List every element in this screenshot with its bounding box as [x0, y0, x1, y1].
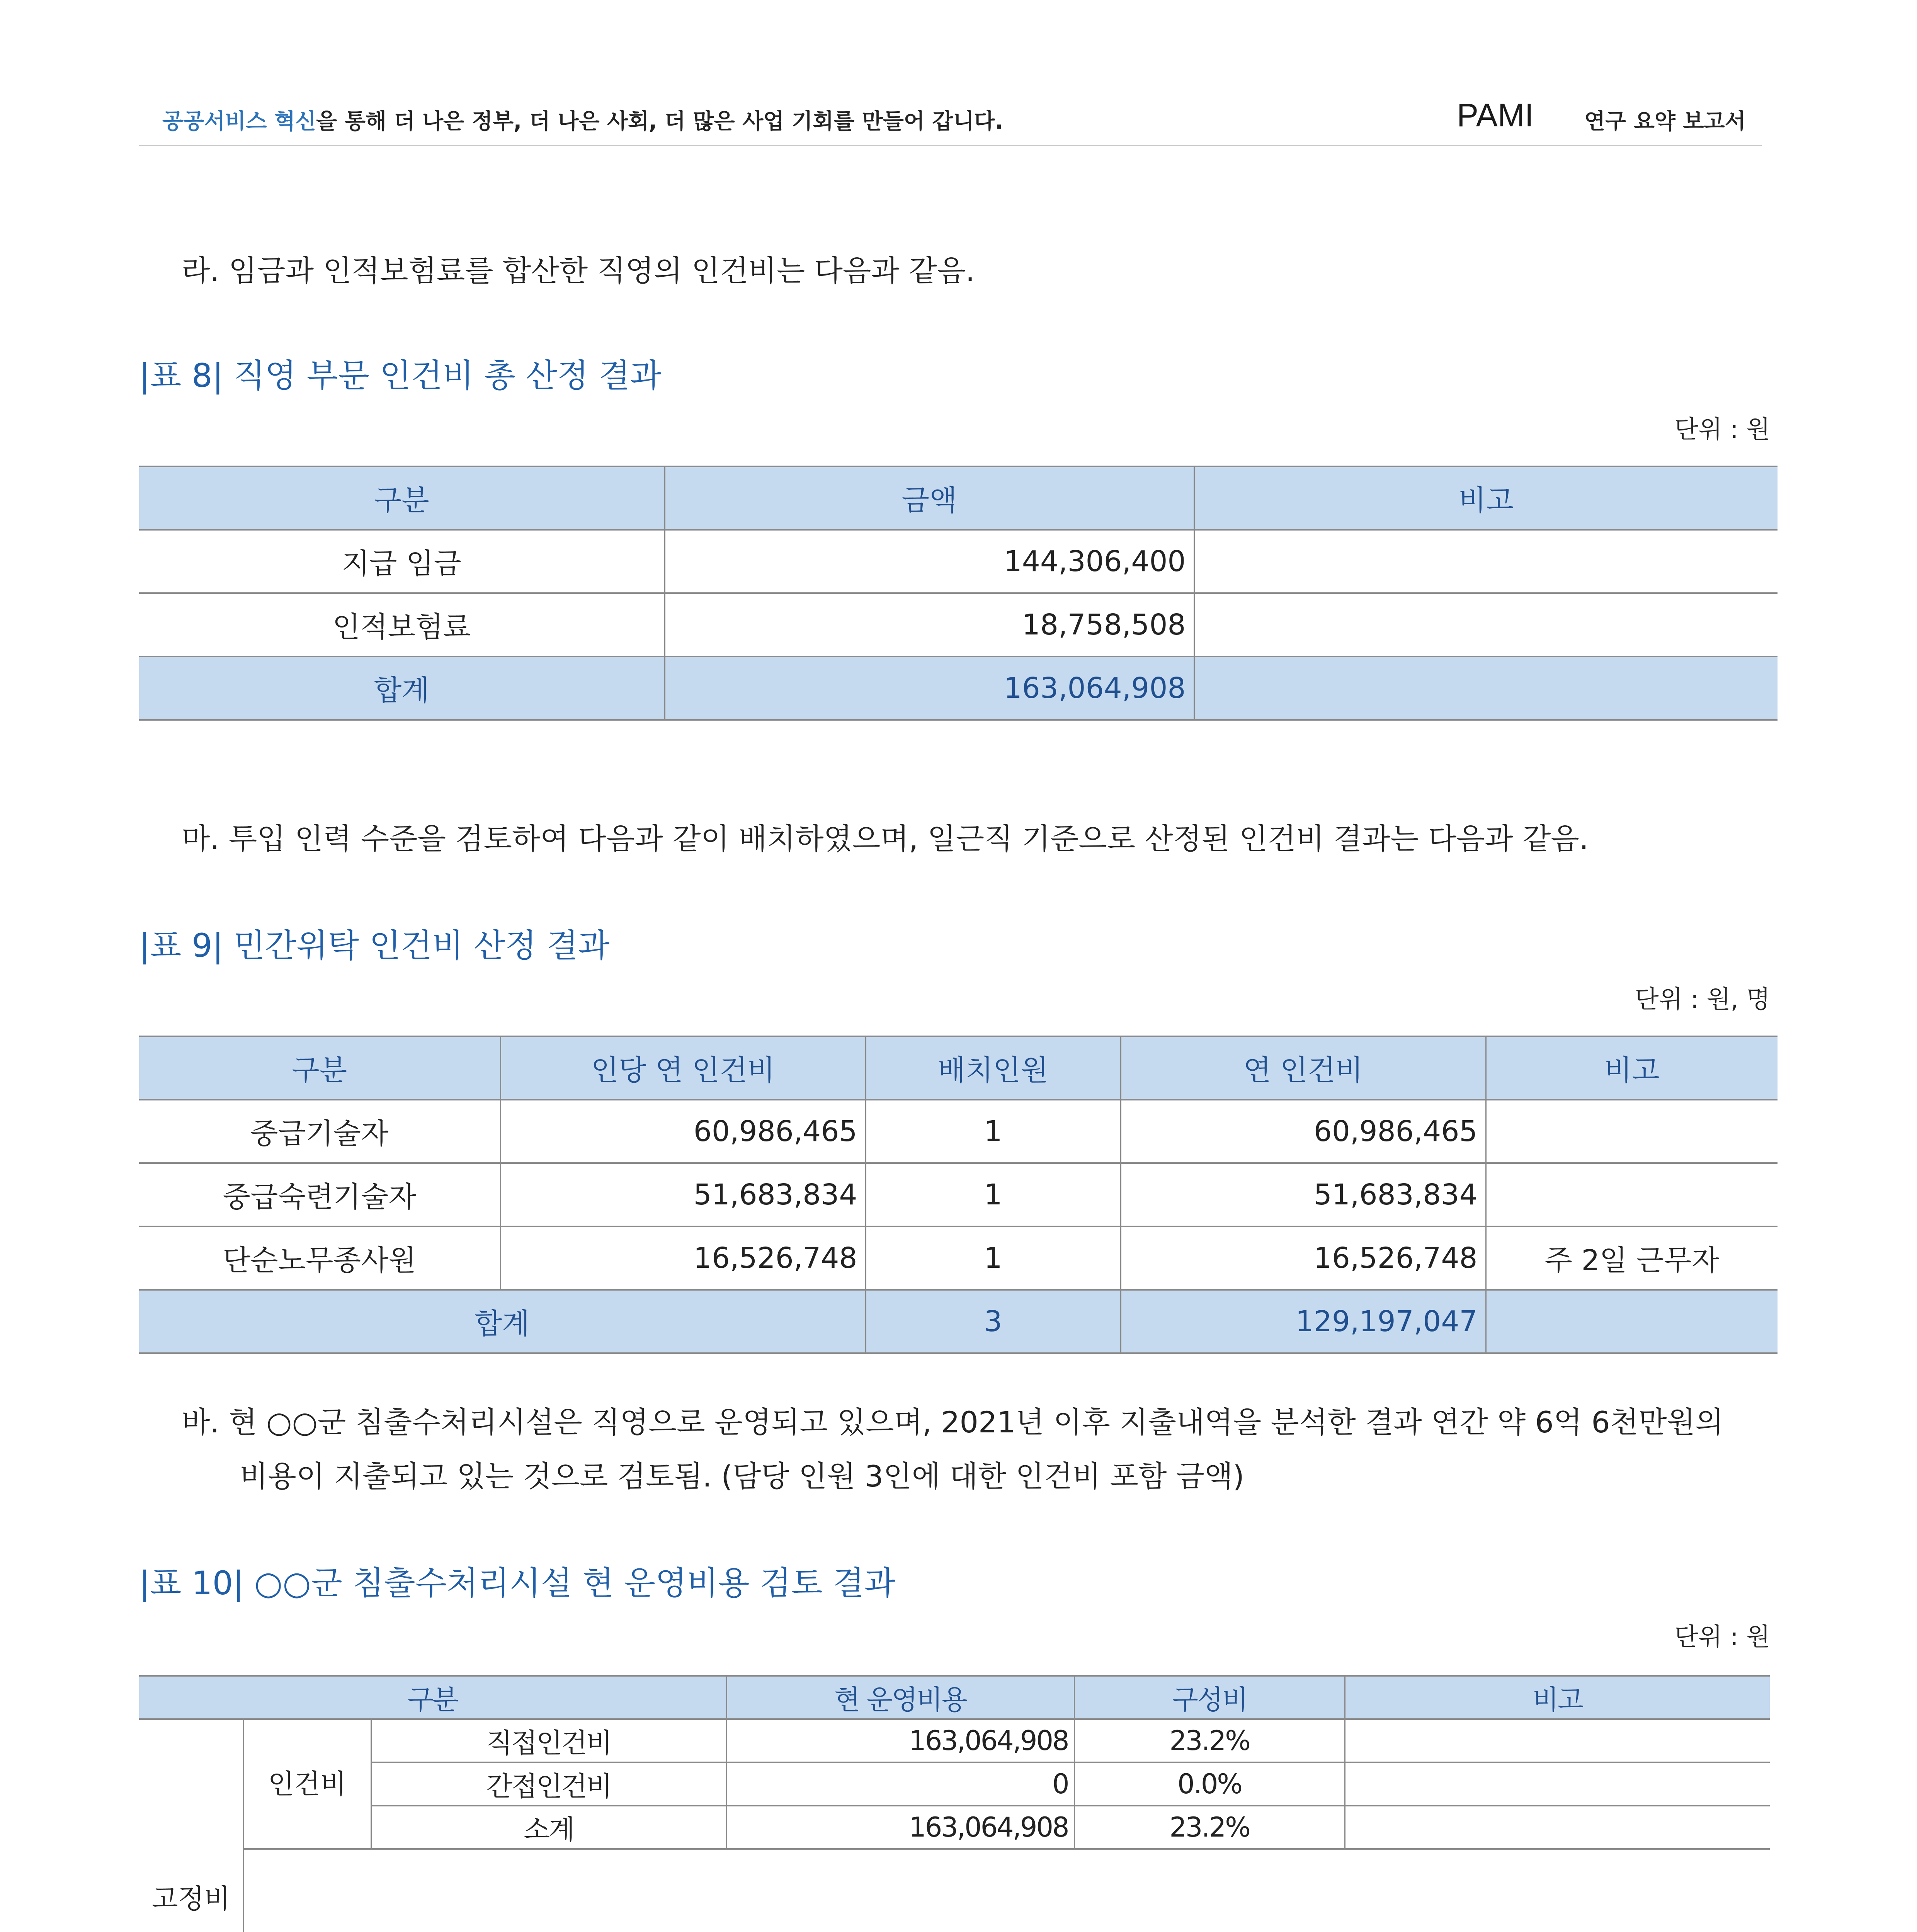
- column-header: 현 운영비용: [726, 1676, 1074, 1719]
- column-header: 비고: [1194, 466, 1778, 530]
- table-cell: 인적보험료: [139, 593, 665, 656]
- table-cell: 주 2일 근무자: [1486, 1226, 1778, 1290]
- paragraph-ma: 마. 투입 인력 수준을 검토하여 다음과 같이 배치하였으며, 일근직 기준으로 산정된 인건비 결과는 다음과 같음.: [182, 821, 1589, 856]
- table-cell: 60,986,465: [1121, 1100, 1486, 1163]
- header-brand: PAMI: [1457, 97, 1534, 133]
- column-header: 구분: [139, 466, 665, 530]
- table-row: [139, 1719, 1770, 1762]
- table-row: [139, 1100, 1778, 1163]
- table-cell: 0: [726, 1762, 1074, 1806]
- table-cell: [1194, 593, 1778, 656]
- table-cell: 144,306,400: [665, 530, 1194, 593]
- table8: [139, 466, 1778, 721]
- table-total-row: [139, 1290, 1778, 1353]
- column-header: 배치인원: [866, 1036, 1121, 1100]
- column-header: 비고: [1486, 1036, 1778, 1100]
- table-cell: 0.0%: [1074, 1762, 1345, 1806]
- table-cell: [1486, 1100, 1778, 1163]
- table-cell: 간접인건비: [371, 1762, 726, 1806]
- table-row: [139, 593, 1778, 656]
- header-slogan-accent: 공공서비스 혁신: [162, 109, 316, 134]
- table9: [139, 1036, 1778, 1354]
- header-slogan-rest: 을 통해 더 나은 정부, 더 나은 사회, 더 많은 사업 기회를 만들어 갑니다.: [316, 109, 1004, 134]
- table-cell: 60,986,465: [500, 1100, 866, 1163]
- table-cell: 직접인건비: [371, 1719, 726, 1762]
- column-header: 금액: [665, 466, 1194, 530]
- column-header: 구성비: [1074, 1676, 1345, 1719]
- table-cell: 23.2%: [1074, 1719, 1345, 1762]
- table8-unit: 단위 : 원: [1674, 415, 1770, 444]
- table-cell: 16,526,748: [500, 1226, 866, 1290]
- table-row: [139, 1226, 1778, 1290]
- table-row: [139, 530, 1778, 593]
- labor-cost-label: 인건비: [243, 1719, 371, 1849]
- column-header: 인당 연 인건비: [500, 1036, 866, 1100]
- table-cell: [1345, 1806, 1770, 1849]
- table-header-row: [139, 1676, 1770, 1719]
- table10-unit: 단위 : 원: [1674, 1623, 1770, 1651]
- column-header: 비고: [1345, 1676, 1770, 1719]
- table-cell: [1194, 656, 1778, 720]
- table-header-row: [139, 466, 1778, 530]
- table-header-row: [139, 1036, 1778, 1100]
- table-cell: [1194, 530, 1778, 593]
- table-cell: 합계: [139, 656, 665, 720]
- table-cell: 소계: [371, 1806, 726, 1849]
- column-header: 연 인건비: [1121, 1036, 1486, 1100]
- table-cell: 163,064,908: [726, 1806, 1074, 1849]
- table-cell: 1: [866, 1226, 1121, 1290]
- header-divider: [139, 145, 1762, 146]
- table-cell: 18,758,508: [665, 593, 1194, 656]
- table-row: [139, 1163, 1778, 1226]
- header-slogan: [162, 104, 1003, 135]
- header-report-type: 연구 요약 보고서: [1584, 109, 1746, 134]
- table-cell: 지급 임금: [139, 530, 665, 593]
- table-total-row: [139, 656, 1778, 720]
- table-cell: [1486, 1163, 1778, 1226]
- table-cell: [1486, 1290, 1778, 1353]
- table-cell: 23.2%: [1074, 1806, 1345, 1849]
- table9-caption: |표 9| 민간위탁 인건비 산정 결과: [139, 927, 610, 964]
- omitted-note: [243, 1849, 1770, 1932]
- paragraph-ba-line1: 바. 현 ○○군 침출수처리시설은 직영으로 운영되고 있으며, 2021년 이후 지출내역을 분석한 결과 연간 약 6억 6천만원의: [182, 1405, 1724, 1439]
- table-cell: 16,526,748: [1121, 1226, 1486, 1290]
- table-cell: 단순노무종사원: [139, 1226, 500, 1290]
- table9-unit: 단위 : 원, 명: [1635, 985, 1770, 1014]
- table-cell: [1345, 1762, 1770, 1806]
- table-cell: [1345, 1719, 1770, 1762]
- table10: [139, 1675, 1770, 1932]
- table-cell: 129,197,047: [1121, 1290, 1486, 1353]
- table10-caption: |표 10| ○○군 침출수처리시설 현 운영비용 검토 결과: [139, 1564, 896, 1602]
- table-cell: 중급숙련기술자: [139, 1163, 500, 1226]
- table-cell: 합계: [139, 1290, 866, 1353]
- paragraph-ba-line2: 비용이 지출되고 있는 것으로 검토됨. (담당 인원 3인에 대한 인건비 포함 금액): [240, 1459, 1245, 1493]
- column-header: 구분: [139, 1676, 726, 1719]
- table-cell: 1: [866, 1100, 1121, 1163]
- omitted-row: [139, 1849, 1770, 1932]
- table-row: [139, 1806, 1770, 1849]
- fixed-cost-label: 고정비: [139, 1719, 243, 1932]
- paragraph-ra: 라. 임금과 인적보험료를 합산한 직영의 인건비는 다음과 같음.: [182, 253, 975, 288]
- table-cell: 1: [866, 1163, 1121, 1226]
- table-cell: 51,683,834: [500, 1163, 866, 1226]
- table-cell: 51,683,834: [1121, 1163, 1486, 1226]
- table-row: [139, 1762, 1770, 1806]
- table-cell: 163,064,908: [726, 1719, 1074, 1762]
- table8-caption: |표 8| 직영 부문 인건비 총 산정 결과: [139, 357, 662, 395]
- table-cell: 중급기술자: [139, 1100, 500, 1163]
- table-cell: 3: [866, 1290, 1121, 1353]
- column-header: 구분: [139, 1036, 500, 1100]
- table-cell: 163,064,908: [665, 656, 1194, 720]
